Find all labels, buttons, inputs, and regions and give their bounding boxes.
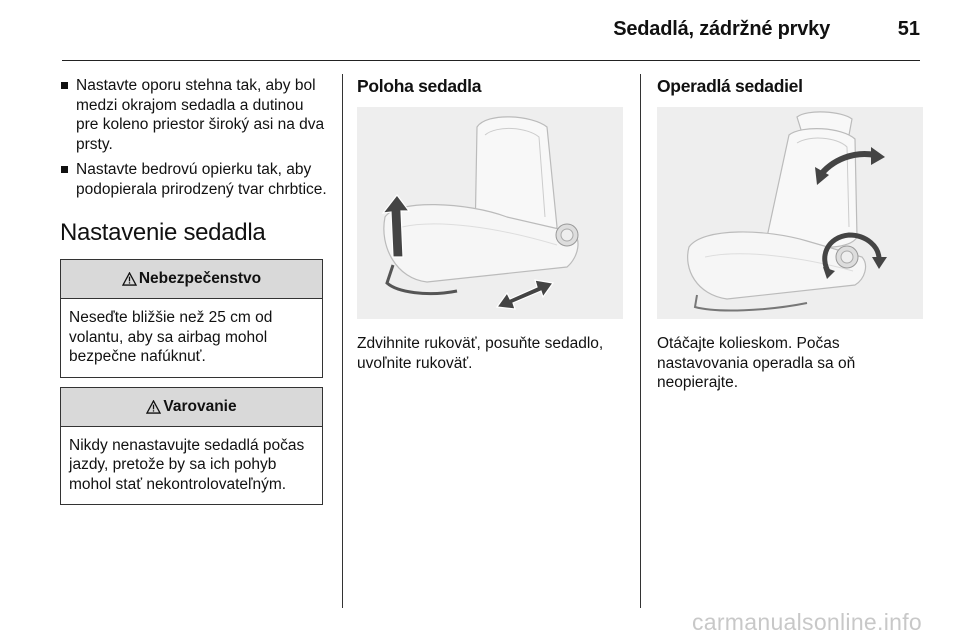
seat-back-caption: Otáčajte kolieskom. Počas nastavovania operadla sa oň neopierajte.	[657, 335, 856, 391]
seat-position-heading: Poloha sedadla	[357, 76, 482, 96]
danger-box	[60, 259, 323, 378]
warning-box-header	[61, 388, 322, 427]
warning-box-text: Nikdy nenastavujte sedadlá počas jazdy, pretože by sa ich pohyb mohol stať nekontrolovateľným.	[69, 436, 305, 493]
danger-box-text: Neseďte bližšie než 25 cm od volantu, aby sa airbag mohol bezpečne nafúknuť.	[69, 309, 273, 365]
warning-box	[60, 387, 323, 506]
bullet-icon	[61, 166, 68, 173]
page-header-title: Sedadlá, zádržné prvky	[613, 18, 830, 40]
danger-box-header	[61, 260, 322, 299]
seat-back-illustration	[657, 107, 923, 319]
column-right	[657, 76, 927, 393]
danger-box-title: Nebezpečenstvo	[138, 270, 262, 287]
seat-back-heading: Operadlá sedadiel	[657, 76, 803, 96]
header-divider	[62, 60, 920, 61]
bullet-icon	[61, 82, 68, 89]
watermark-text: carmanualsonline.info	[691, 609, 922, 635]
column-divider-2	[640, 74, 641, 608]
warning-triangle-icon	[146, 400, 161, 414]
bullet-list	[60, 76, 330, 199]
seat-position-illustration	[357, 107, 623, 319]
warning-triangle-icon	[122, 272, 137, 286]
column-divider-1	[342, 74, 343, 608]
column-middle	[357, 76, 627, 373]
page-number: 51	[897, 18, 920, 40]
list-item	[60, 160, 330, 199]
bullet-text: Nastavte bedrovú opierku tak, aby podopierala prirodzený tvar chrbtice.	[76, 161, 327, 198]
section-heading: Nastavenie sedadla	[60, 219, 266, 246]
column-left	[60, 76, 330, 514]
warning-box-title: Varovanie	[163, 397, 237, 415]
list-item	[60, 76, 330, 154]
bullet-text: Nastavte oporu stehna tak, aby bol medzi okrajom sedadla a dutinou pre koleno priestor široký asi na dva prsty.	[76, 77, 325, 153]
seat-position-caption: Zdvihnite rukoväť, posuňte sedadlo, uvoľnite rukoväť.	[357, 335, 604, 372]
